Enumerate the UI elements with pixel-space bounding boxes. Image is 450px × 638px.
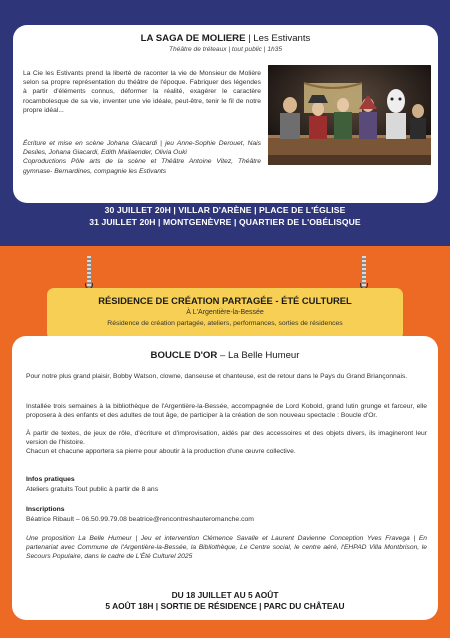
- residence-description: Résidence de création partagée, ateliers, performances, sorties de résidences: [107, 320, 343, 327]
- inscriptions-value: Béatrice Ribault – 06.50.99.79.08 beatrice@rencontreshauteromanche.com: [26, 516, 254, 523]
- boucle-title: BOUCLE D'OR – La Belle Humeur: [150, 350, 300, 361]
- moliere-subtitle: Théâtre de tréteaux | tout public | 1h35: [168, 46, 283, 53]
- residence-title: RÉSIDENCE DE CRÉATION PARTAGÉE - ÉTÉ CULTUREL: [98, 295, 352, 306]
- moliere-date-1: 30 JUILLET 20H | VILLAR D'ARÈNE | PLACE DE L'ÉGLISE: [104, 205, 346, 215]
- moliere-section: [0, 0, 450, 246]
- infos-label: Infos pratiques: [26, 476, 75, 483]
- boucle-date-2: 5 AOÛT 18H | SORTIE DE RÉSIDENCE | PARC DU CHÂTEAU: [105, 601, 345, 611]
- inscriptions-label: Inscriptions: [26, 506, 65, 513]
- moliere-title: LA SAGA DE MOLIERE | Les Estivants: [140, 33, 311, 44]
- infos-value: Ateliers gratuits Tout public à partir de 8 ans: [26, 486, 159, 493]
- moliere-description: La Cie les Estivants prend la liberté de raconter la vie de Monsieur de Molière selon sa propre représentation du théâtre de l'époque. Fabriquer des légendes à partir d'éléments connus, déformer la réalité, exagérer le caractère rocambolesque de sa vie, inventer une vie idéale, peut-être, tenir le fil de notre propre idéal...: [23, 70, 261, 114]
- boucle-card: [12, 336, 438, 620]
- troupe-photo: [268, 65, 431, 165]
- residence-location: À L'Argentière-la-Bessée: [186, 309, 264, 316]
- boucle-para-3: À partir de textes, de jeux de rôle, d'écriture et d'improvisation, aidés par des accessoires et des objets divers, ils imagineront leur version de l'histoire.: [26, 430, 427, 447]
- boucle-para-1: Pour notre plus grand plaisir, Bobby Watson, clowne, danseuse et chanteuse, est de retour dans le Pays du Grand Briançonnais.: [26, 373, 408, 380]
- moliere-date-2: 31 JUILLET 20H | MONTGENÈVRE | QUARTIER DE L'OBÉLISQUE: [89, 217, 361, 227]
- boucle-date-1: DU 18 JUILLET AU 5 AOÛT: [171, 590, 279, 600]
- residence-sign: [47, 288, 403, 340]
- boucle-para-2: Installée trois semaines à la bibliothèque de l'Argentière-la-Bessée, accompagnée de Lord Kobold, grand lutin grunge et farceur, elle proposera à des enfants et des adultes de tout âge, de participer à la création de son nouveau spectacle : Boucle d'Or.: [26, 403, 427, 420]
- moliere-card: [13, 25, 438, 203]
- moliere-credits: Écriture et mise en scène Johana Giacardi | jeu Anne-Sophie Derouet, Nais Desiles, Johana Giacardi, Edith Mailaender, Olivia Ouki Coproductions Pôle arts de la scène et Théâtre Antoine Vitez, Théâtre gymnase- Bernardines, compagnie les Estivants: [23, 140, 261, 175]
- boucle-credits: Une proposition La Belle Humeur | Jeu et intervention Clémence Savalle et Laurent Davienne Conception Yves Fravega | En partenariat avec Commune de l'Argentière-la-Bessée, la Bibliothèque, Le Centre social, le centre aéré, l'EHPAD Villa Montbrison, le Secours Populaire, dans le cadre de L'Été Culturel 2025: [26, 535, 427, 561]
- boucle-para-4: Chacun et chacune apportera sa pierre pour aboutir à la production d'une œuvre collective.: [26, 448, 296, 455]
